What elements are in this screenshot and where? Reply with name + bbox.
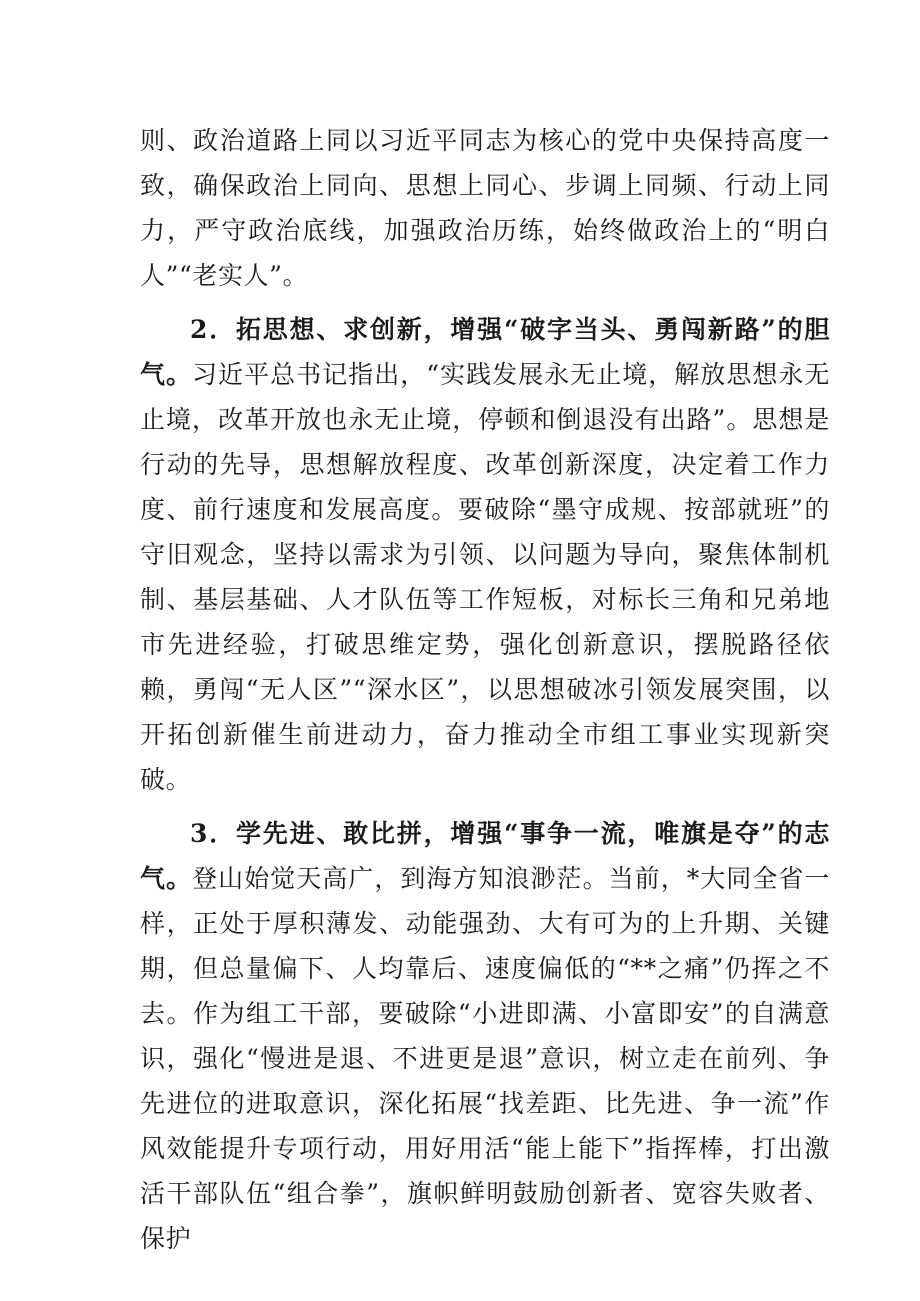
- paragraph-1: [140, 118, 830, 298]
- paragraph-3-body: 登山始觉天高广，到海方知浪渺茫。当前，*大同全省一样，正处于厚积薄发、动能强劲、大有可为的上升期、关键期，但总量偏下、人均靠后、速度偏低的“**之痛”仍挥之不去。作为组工干部，要破除“小进即满、小富即安”的自满意识，强化“慢进是退、不进更是退”意识，树立走在前列、争先进位的进取意识，深化拓展“找差距、比先进、争一流”作风效能提升专项行动，用好用活“能上能下”指挥棒，打出激活干部队伍“组合拳”，旗帜鲜明鼓励创新者、宽容失败者、保护: [140, 864, 830, 1253]
- paragraph-2-heading: 2．拓思想、求创新，增强“破字当头、勇闯新路”的胆气。: [140, 315, 830, 389]
- paragraph-2: [140, 307, 830, 802]
- document-body: [140, 118, 830, 1261]
- paragraph-1-body: 则、政治道路上同以习近平同志为核心的党中央保持高度一致，确保政治上同向、思想上同心、步调上同频、行动上同力，严守政治底线，加强政治历练，始终做政治上的“明白人”“老实人”。: [140, 126, 830, 290]
- paragraph-3: [140, 811, 830, 1261]
- paragraph-3-heading: 3．学先进、敢比拼，增强“事争一流，唯旗是夺”的志气。: [140, 819, 830, 893]
- paragraph-2-body: 习近平总书记指出，“实践发展永无止境，解放思想永无止境，改革开放也永无止境，停顿和倒退没有出路”。思想是行动的先导，思想解放程度、改革创新深度，决定着工作力度、前行速度和发展高度。要破除“墨守成规、按部就班”的守旧观念，坚持以需求为引领、以问题为导向，聚焦体制机制、基层基础、人才队伍等工作短板，对标长三角和兄弟地市先进经验，打破思维定势，强化创新意识，摆脱路径依赖，勇闯“无人区”“深水区”，以思想破冰引领发展突围，以开拓创新催生前进动力，奋力推动全市组工事业实现新突破。: [140, 360, 830, 794]
